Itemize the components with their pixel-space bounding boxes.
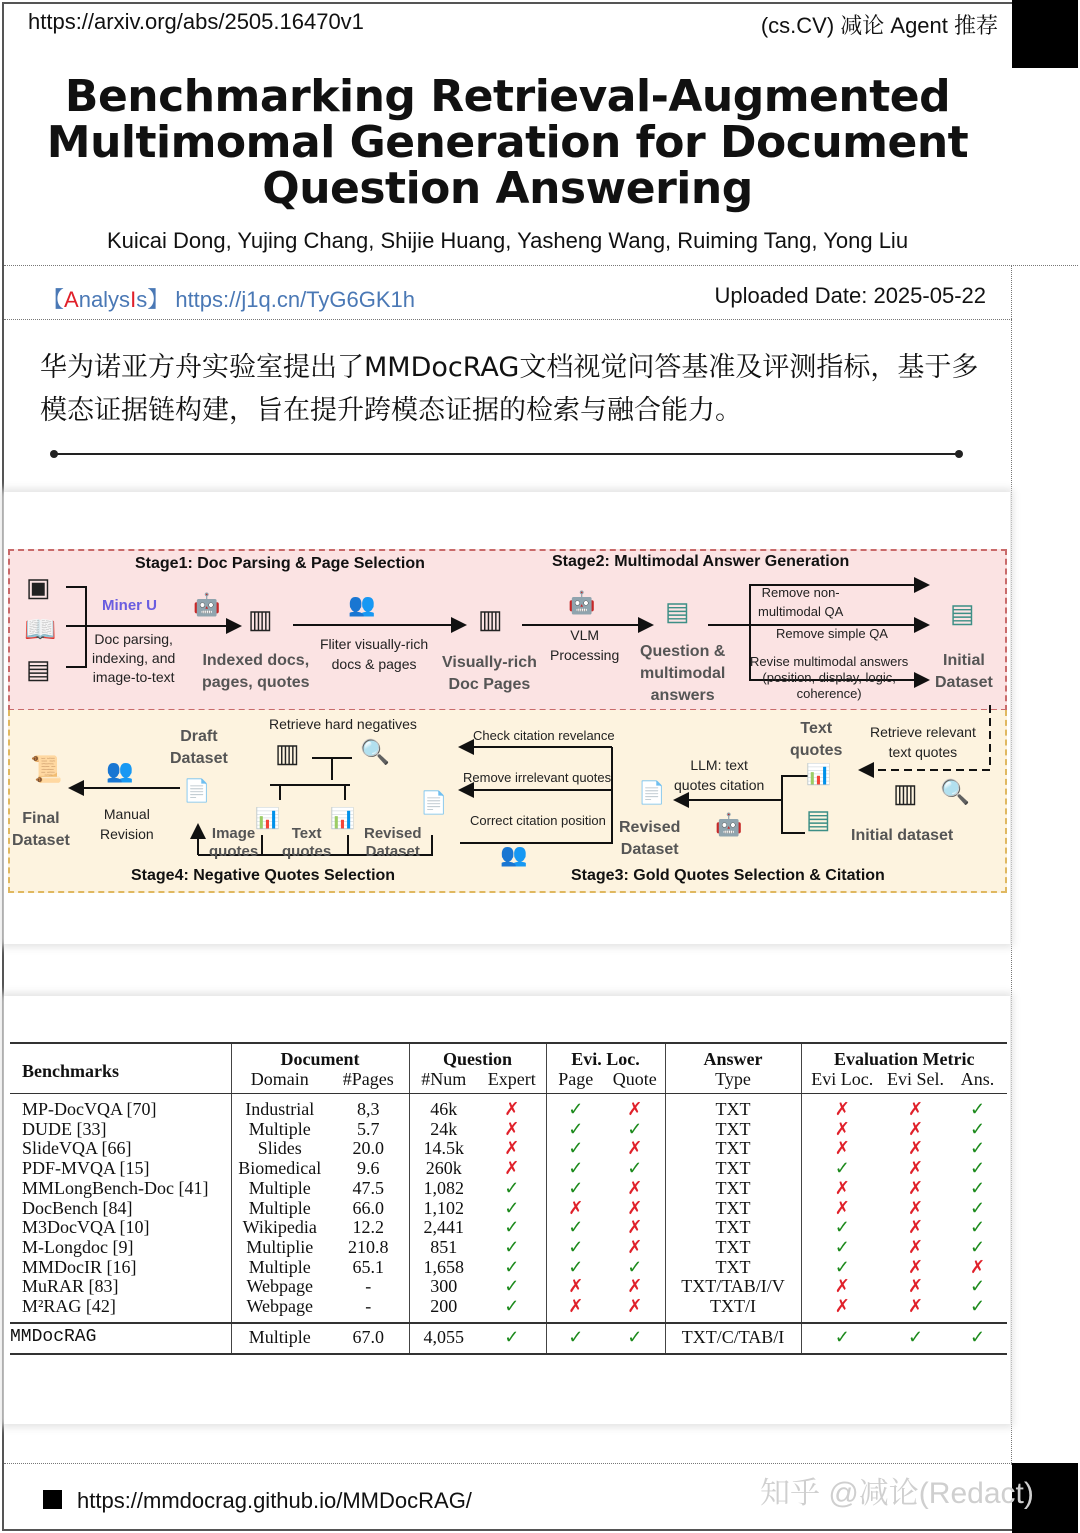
table-row [10, 1297, 1007, 1323]
check-icon: ✓ [627, 1118, 643, 1139]
corner-block [1012, 0, 1078, 68]
uploaded-date: Uploaded Date: 2025-05-22 [714, 283, 986, 308]
cross-icon: ✗ [627, 1236, 643, 1257]
robot-icon: 🤖 [715, 812, 743, 837]
separator-dot [955, 450, 963, 458]
cross-icon: ✗ [907, 1138, 924, 1159]
cross-icon: ✗ [627, 1197, 643, 1218]
table-cell: TXT [665, 1258, 801, 1278]
benchmark-name: SlideVQA [66] [22, 1138, 132, 1159]
cross-icon: ✗ [627, 1138, 643, 1159]
separator-line [52, 453, 960, 455]
check-icon: ✓ [627, 1158, 643, 1179]
table-cell: TXT/C/TAB/I [665, 1323, 801, 1355]
table-cell: 12.2 [352, 1217, 384, 1238]
filter-label: Fliter visually-rich docs & pages [320, 636, 429, 672]
check-icon: ✓ [546, 1094, 605, 1120]
table-cell: Multiple [231, 1179, 328, 1199]
revised-dataset-icon: 📄 [638, 780, 666, 805]
analysis-link[interactable]: https://j1q.cn/TyG6GK1h [175, 287, 416, 312]
check-icon: ✓ [504, 1177, 520, 1198]
header-evi-loc: Evi. Loc. [546, 1043, 665, 1069]
check-icon: ✓ [969, 1296, 986, 1317]
cross-icon: ✗ [504, 1158, 520, 1179]
table-row [10, 1139, 1007, 1159]
cross-icon: ✗ [627, 1217, 643, 1238]
check-icon: ✓ [969, 1138, 986, 1159]
qa-label: Question & multimodal answers [640, 643, 726, 704]
analysis-text: nalys [78, 287, 131, 312]
cross-icon: ✗ [627, 1276, 643, 1297]
correct-citation-label: Correct citation position [470, 813, 606, 828]
robot-icon: 🤖 [568, 590, 596, 615]
image-quotes-label: Image quotes [209, 825, 259, 860]
cross-icon: ✗ [546, 1297, 605, 1323]
retrieve-relevant-label: Retrieve relevant text quotes [870, 724, 976, 760]
divider [4, 319, 1012, 320]
benchmark-name: MP-DocVQA [70] [22, 1099, 157, 1119]
cross-icon: ✗ [546, 1277, 605, 1297]
table-cell: Webpage [231, 1277, 328, 1297]
benchmark-name: M3DocVQA [10] [22, 1217, 150, 1238]
check-icon: ✓ [883, 1323, 948, 1355]
table-cell: TXT [665, 1218, 801, 1238]
cross-icon: ✗ [969, 1256, 986, 1277]
project-link[interactable]: https://mmdocrag.github.io/MMDocRAG/ [77, 1488, 472, 1513]
header-document: Document [231, 1043, 409, 1069]
check-icon: ✓ [504, 1296, 520, 1317]
cross-icon: ✗ [907, 1197, 924, 1218]
initial-dataset-icon: ▥ [893, 778, 918, 808]
divider [4, 265, 1078, 266]
remove-simple-label: Remove simple QA [776, 626, 888, 641]
table-cell: Multiple [231, 1120, 328, 1140]
authors: Kuicai Dong, Yujing Chang, Shijie Huang, Yasheng Wang, Ruiming Tang, Yong Liu [106, 228, 909, 253]
table-row [10, 1159, 1007, 1179]
cross-icon: ✗ [907, 1177, 924, 1198]
cross-icon: ✗ [907, 1296, 924, 1317]
table-cell: 851 [409, 1238, 478, 1258]
check-icon: ✓ [969, 1197, 986, 1218]
check-icon: ✓ [504, 1197, 520, 1218]
table-cell: 4,055 [409, 1323, 478, 1355]
indexed-docs-icon: ▥ [248, 604, 273, 634]
magnifier-icon: 🔍 [940, 779, 970, 806]
people-icon: 👥 [106, 758, 134, 783]
check-icon: ✓ [801, 1238, 883, 1258]
text-quotes-icon: 📊 [806, 764, 831, 786]
analysis-s: s [136, 287, 148, 312]
cross-icon: ✗ [504, 1118, 520, 1139]
benchmark-name: M²RAG [42] [22, 1296, 116, 1317]
analysis-a: A [64, 287, 79, 312]
table-row [10, 1094, 1007, 1120]
stage3-title: Stage3: Gold Quotes Selection & Citation [571, 867, 885, 884]
bracket-open: 【 [42, 287, 65, 312]
table-row [10, 1199, 1007, 1219]
separator-dot [50, 450, 58, 458]
benchmark-name: DUDE [33] [22, 1118, 107, 1139]
cross-icon: ✗ [546, 1199, 605, 1219]
paper-title: Benchmarking Retrieval-Augmented Multimomal Generation for Document Question Answering [46, 71, 969, 214]
check-icon: ✓ [948, 1323, 1007, 1355]
final-dataset-label: Final Dataset [12, 810, 70, 849]
stage2-title: Stage2: Multimodal Answer Generation [552, 553, 850, 570]
cross-icon: ✗ [801, 1094, 883, 1120]
benchmark-name: MMLongBench-Doc [41] [22, 1177, 209, 1198]
table-cell: - [365, 1276, 372, 1297]
benchmark-name: DocBench [84] [22, 1197, 133, 1218]
document-image-icon: ▣ [26, 572, 51, 602]
check-icon: ✓ [801, 1159, 883, 1179]
robot-icon: 🤖 [193, 592, 221, 617]
table-cell: 210.8 [348, 1236, 389, 1257]
table-cell: 200 [409, 1297, 478, 1323]
mineru-logo: Miner U [102, 597, 158, 614]
indexed-docs-label: Indexed docs, pages, quotes [202, 652, 310, 691]
cross-icon: ✗ [801, 1120, 883, 1140]
check-icon: ✓ [546, 1258, 605, 1278]
table-cell: TXT [665, 1199, 801, 1219]
check-icon: ✓ [546, 1238, 605, 1258]
table-cell: 300 [409, 1277, 478, 1297]
table-row [10, 1277, 1007, 1297]
subheader-cell: Evi Loc. [801, 1069, 883, 1094]
cross-icon: ✗ [627, 1177, 643, 1198]
check-citation-label: Check citation revelance [473, 728, 615, 743]
remove-irrelevant-label: Remove irrelevant quotes [463, 770, 612, 785]
table-cell: 20.0 [352, 1138, 384, 1159]
cross-icon: ✗ [504, 1138, 520, 1159]
bracket-close: 】 [147, 287, 170, 312]
text-quotes-label: Text quotes [790, 720, 843, 759]
check-icon: ✓ [546, 1159, 605, 1179]
llm-label: LLM: text quotes citation [674, 757, 765, 793]
cross-icon: ✗ [907, 1217, 924, 1238]
check-icon: ✓ [969, 1276, 986, 1297]
watermark: 知乎 @减论(Redact) [760, 1477, 1034, 1510]
table-cell: 66.0 [352, 1197, 384, 1218]
table-cell: 8,3 [357, 1099, 380, 1119]
table-cell: 47.5 [352, 1177, 384, 1198]
table-cell: 2,441 [409, 1218, 478, 1238]
check-icon: ✓ [546, 1139, 605, 1159]
table-cell: Multiplie [231, 1238, 328, 1258]
revised-dataset-label-2: Revised Dataset [364, 825, 422, 860]
benchmark-name: M-Longdoc [9] [22, 1236, 134, 1257]
table-cell: 1,082 [409, 1179, 478, 1199]
table-cell: 46k [409, 1094, 478, 1120]
header-benchmarks: Benchmarks [10, 1043, 231, 1094]
stage4-title: Stage4: Negative Quotes Selection [131, 867, 396, 884]
vlm-label: VLM Processing [550, 627, 620, 663]
subheader-cell: Ans. [948, 1069, 1007, 1094]
cross-icon: ✗ [907, 1158, 924, 1179]
cross-icon: ✗ [801, 1199, 883, 1219]
table-cell: 24k [409, 1120, 478, 1140]
check-icon: ✓ [969, 1099, 986, 1119]
subheader-cell: #Num [409, 1069, 478, 1094]
book-icon: 📖 [24, 614, 57, 644]
cross-icon: ✗ [627, 1296, 643, 1317]
check-icon: ✓ [801, 1258, 883, 1278]
initial-dataset-label: Initial Dataset [935, 652, 993, 691]
table-row-ours [10, 1323, 1007, 1355]
table-cell: 14.5k [409, 1139, 478, 1159]
text-quotes-label-2: Text quotes [282, 825, 332, 860]
revised-dataset-label: Revised Dataset [619, 819, 681, 858]
table-cell: - [365, 1296, 372, 1317]
check-icon: ✓ [801, 1218, 883, 1238]
table-cell: TXT [665, 1120, 801, 1140]
visually-rich-label: Visually-rich Doc Pages [442, 654, 537, 693]
check-icon: ✓ [546, 1179, 605, 1199]
check-icon: ✓ [504, 1256, 520, 1277]
check-icon: ✓ [801, 1323, 883, 1355]
benchmark-name: MMDocRAG [10, 1323, 231, 1355]
subheader-cell: #Pages [328, 1069, 409, 1094]
table-cell: Multiple [231, 1323, 328, 1355]
qa-doc-icon: ▤ [665, 596, 690, 626]
remove-non-label: Remove non- multimodal QA [758, 585, 844, 619]
table-cell: Industrial [231, 1094, 328, 1120]
table-cell: 5.7 [357, 1118, 380, 1139]
table-row [10, 1258, 1007, 1278]
cross-icon: ✗ [907, 1276, 924, 1297]
revise-label: Revise multimodal answers (position, display, logic, coherence) [750, 654, 909, 701]
square-bullet-icon [43, 1490, 62, 1509]
check-icon: ✓ [969, 1177, 986, 1198]
doc-pages-icon: ▥ [478, 604, 503, 634]
table-cell: 67.0 [328, 1323, 409, 1355]
draft-dataset-label: Draft Dataset [170, 728, 228, 767]
table-cell: 9.6 [357, 1158, 380, 1179]
arxiv-link[interactable]: https://arxiv.org/abs/2505.16470v1 [28, 9, 364, 34]
cross-icon: ✗ [907, 1099, 924, 1119]
analysis-row [42, 283, 415, 314]
check-icon: ✓ [546, 1120, 605, 1140]
check-icon: ✓ [504, 1217, 520, 1238]
check-icon: ✓ [969, 1236, 986, 1257]
cross-icon: ✗ [801, 1179, 883, 1199]
cross-icon: ✗ [907, 1118, 924, 1139]
benchmark-name: MMDocIR [16] [22, 1256, 137, 1277]
check-icon: ✓ [969, 1118, 986, 1139]
table-cell: Multiple [231, 1258, 328, 1278]
cross-icon: ✗ [801, 1139, 883, 1159]
table-cell: Wikipedia [231, 1218, 328, 1238]
subheader-cell: Evi Sel. [883, 1069, 948, 1094]
pages-icon: ▤ [26, 654, 51, 684]
check-icon: ✓ [969, 1217, 986, 1238]
table-cell: TXT [665, 1179, 801, 1199]
table-row [10, 1120, 1007, 1140]
initial-dataset-label-2: Initial dataset [851, 827, 954, 844]
cross-icon: ✗ [907, 1236, 924, 1257]
table-cell: 260k [409, 1159, 478, 1179]
table-row [10, 1218, 1007, 1238]
cross-icon: ✗ [627, 1099, 643, 1119]
check-icon: ✓ [504, 1276, 520, 1297]
check-icon: ✓ [546, 1218, 605, 1238]
docs-icon: ▥ [275, 738, 300, 768]
magnifier-icon: 🔍 [360, 739, 390, 766]
table-cell: TXT [665, 1139, 801, 1159]
check-icon: ✓ [504, 1236, 520, 1257]
stage1-title: Stage1: Doc Parsing & Page Selection [135, 555, 425, 572]
retrieve-hard-label: Retrieve hard negatives [269, 716, 417, 732]
subheader-cell: Page [546, 1069, 605, 1094]
check-icon: ✓ [605, 1323, 665, 1355]
benchmark-name: MuRAR [83] [22, 1276, 119, 1297]
table-cell: TXT [665, 1159, 801, 1179]
table-cell: TXT/TAB/I/V [665, 1277, 801, 1297]
revised-dataset-icon: 📄 [420, 790, 448, 815]
table-cell: TXT/I [665, 1297, 801, 1323]
people-icon: 👥 [348, 592, 376, 617]
check-icon: ✓ [478, 1323, 546, 1355]
table-cell: 1,102 [409, 1199, 478, 1219]
table-cell: Multiple [231, 1199, 328, 1219]
table-cell: TXT [665, 1094, 801, 1120]
analysis-i: I [130, 287, 137, 312]
subheader-cell: Domain [231, 1069, 328, 1094]
category-label: (cs.CV) 减论 Agent 推荐 [760, 13, 998, 38]
table-row [10, 1179, 1007, 1199]
cross-icon: ✗ [907, 1256, 924, 1277]
dataset-icon: ▤ [806, 804, 831, 834]
header-answer: Answer [665, 1043, 801, 1069]
subheader-cell: Quote [605, 1069, 665, 1094]
dataset-icon: ▤ [950, 598, 975, 628]
benchmark-table [10, 1042, 1007, 1355]
check-icon: ✓ [546, 1323, 605, 1355]
manual-revision-label: Manual Revision [100, 806, 154, 842]
people-icon: 👥 [500, 842, 528, 867]
table-cell: TXT [665, 1238, 801, 1258]
table-row [10, 1238, 1007, 1258]
image-quotes-icon: 📊 [255, 808, 280, 830]
check-icon: ✓ [627, 1256, 643, 1277]
benchmark-name: PDF-MVQA [15] [22, 1158, 150, 1179]
divider [4, 1463, 1012, 1464]
draft-dataset-icon: 📄 [183, 778, 211, 803]
cross-icon: ✗ [801, 1297, 883, 1323]
certificate-icon: 📜 [30, 754, 63, 784]
check-icon: ✓ [969, 1158, 986, 1179]
divider [1011, 265, 1012, 1465]
subheader-cell: Expert [478, 1069, 546, 1094]
table-cell: Biomedical [231, 1159, 328, 1179]
cross-icon: ✗ [504, 1099, 520, 1119]
summary-text: 华为诺亚方舟实验室提出了MMDocRAG文档视觉问答基准及评测指标，基于多模态证据链构建，旨在提升跨模态证据的检索与融合能力。 [40, 352, 979, 426]
table-cell: Slides [231, 1139, 328, 1159]
header-eval-metric: Evaluation Metric [801, 1043, 1007, 1069]
text-quotes-icon: 📊 [330, 808, 355, 830]
doc-parsing-label: Doc parsing, indexing, and image-to-text [92, 631, 176, 685]
table-cell: 65.1 [352, 1256, 384, 1277]
subheader-cell: Type [665, 1069, 801, 1094]
header-question: Question [409, 1043, 546, 1069]
cross-icon: ✗ [801, 1277, 883, 1297]
table-cell: Webpage [231, 1297, 328, 1323]
table-cell: 1,658 [409, 1258, 478, 1278]
